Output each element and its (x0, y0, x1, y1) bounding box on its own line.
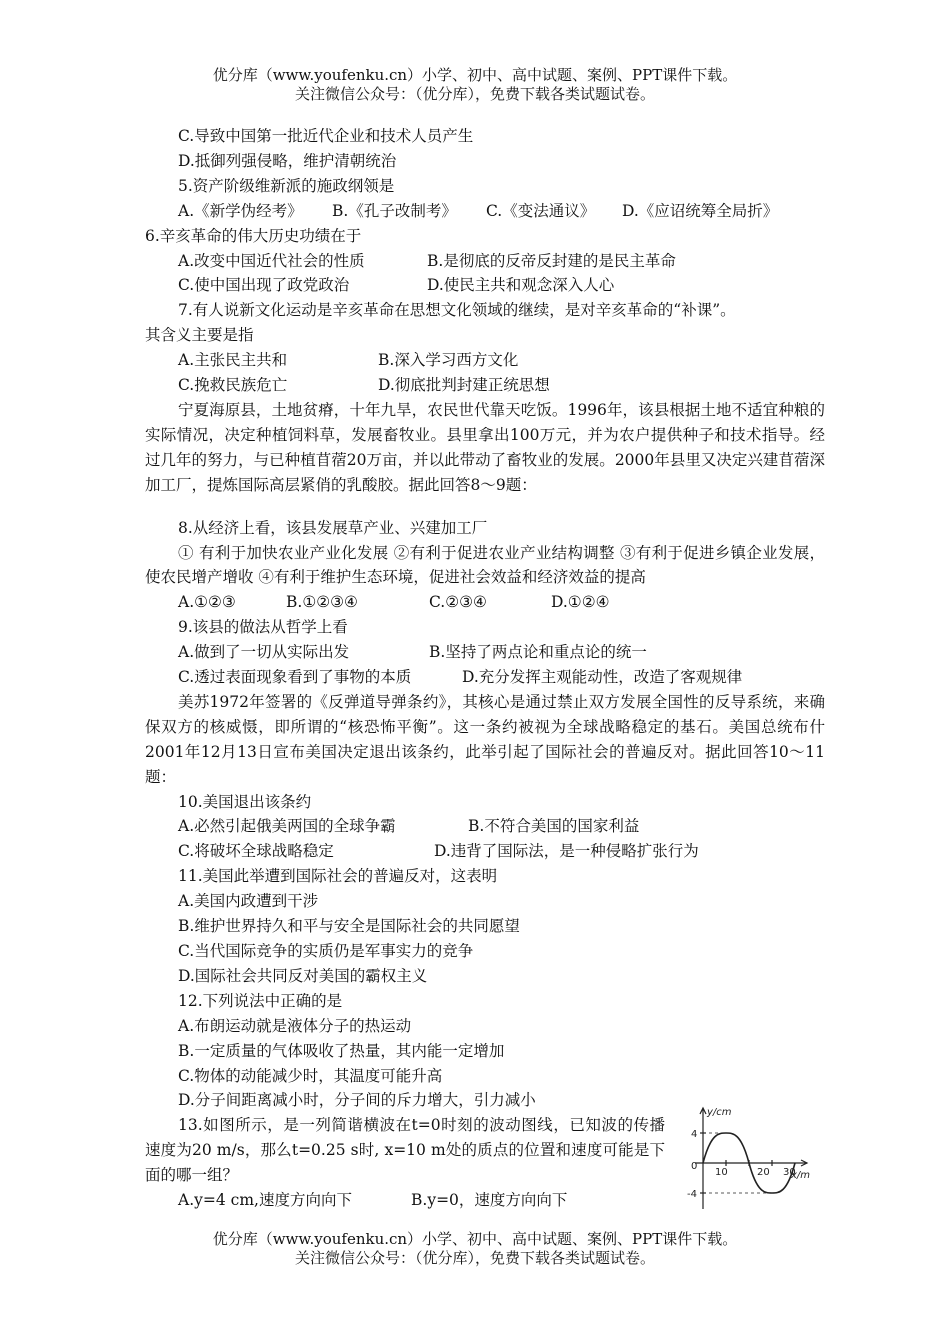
q6-option-c: C.使中国出现了政党政治 (178, 276, 350, 295)
tick-label-neg: -4 (687, 1189, 697, 1200)
q6-stem: 6.辛亥革命的伟大历史功绩在于 (145, 226, 362, 245)
q5-option-b: B.《孔子改制考》 (332, 201, 457, 220)
q7-stem-cont: 其含义主要是指 (145, 326, 254, 345)
q13-option-b: B.y=0，速度方向向下 (411, 1191, 568, 1210)
q11-option-a: A.美国内政遭到干涉 (178, 892, 319, 911)
q7-option-a: A.主张民主共和 (178, 351, 288, 370)
q13-stem: 13.如图所示，是一列简谐横波在t=0时刻的波动图线，已知波的传播速度为20 m/s，那么t=0.25 s时, x=10 m处的质点的位置和速度可能是下面的哪一组？ (145, 1116, 665, 1185)
q7-options-ab (145, 348, 825, 373)
q10-stem: 10.美国退出该条约 (178, 792, 312, 811)
q5-stem: 5.资产阶级维新派的施政纲领是 (178, 176, 395, 195)
q5-option-a: A.《新学伪经考》 (178, 201, 303, 220)
q11-option-c: C.当代国际竞争的实质仍是军事实力的竞争 (178, 942, 474, 960)
q11-option-d: D.国际社会共同反对美国的霸权主义 (178, 966, 428, 985)
q13-option-a: A.y=4 cm,速度方向向下 (178, 1191, 352, 1210)
q6-option-a: A.改变中国近代社会的性质 (178, 251, 365, 270)
q10-option-c: C.将破坏全球战略稳定 (178, 842, 334, 861)
q11-option-b: B.维护世界持久和平与安全是国际社会的共同愿望 (178, 917, 520, 936)
wave-figure (673, 1103, 815, 1215)
q8-option-c: C.②③④ (429, 593, 487, 612)
q12-option-a: A.布朗运动就是液体分子的热运动 (178, 1016, 412, 1035)
q9-option-b: B.坚持了两点论和重点论的统一 (429, 643, 647, 662)
tick-label-pos: 4 (691, 1129, 698, 1140)
q6-options-ab (145, 249, 825, 274)
q12-stem: 12.下列说法中正确的是 (178, 991, 343, 1010)
q5-option-d: D.《应诏统筹全局折》 (622, 201, 779, 220)
q10-option-d: D.违背了国际法，是一种侵略扩张行为 (434, 842, 699, 861)
q12-option-c: C.物体的动能减少时，其温度可能升高 (178, 1066, 443, 1085)
q7-option-d: D.彻底批判封建正统思想 (378, 376, 550, 395)
q6-option-d: D.使民主共和观念深入人心 (427, 276, 615, 295)
q5-options (145, 199, 825, 224)
q8-statements: ① 有利于加快农业产业化发展 ②有利于促进农业产业结构调整 ③有利于促进乡镇企业发展，使农民增产增收 ④有利于维护生态环境，促进社会效益和经济效益的提高 (145, 543, 825, 587)
q10-options-cd (145, 839, 825, 864)
spacer (145, 498, 825, 516)
exam-body (145, 124, 825, 1213)
q5-option-c: C.《变法通议》 (486, 201, 596, 220)
q9-option-a: A.做到了一切从实际出发 (178, 643, 350, 662)
q9-option-c: C.透过表面现象看到了事物的本质 (178, 668, 412, 687)
page-footer-line2: 关注微信公众号：（优分库），免费下载各类试题试卷。 (294, 1249, 655, 1267)
q9-stem: 9.该县的做法从哲学上看 (178, 618, 348, 637)
q7-option-b: B.深入学习西方文化 (378, 351, 519, 370)
tick-label-10: 10 (715, 1167, 728, 1178)
q7-option-c: C.挽救民族危亡 (178, 376, 288, 395)
tick-label-30: 30 (783, 1167, 796, 1178)
y-axis-label: y/cm (707, 1107, 732, 1118)
q10-option-b: B.不符合美国的国家利益 (468, 817, 640, 836)
q10-option-a: A.必然引起俄美两国的全球争霸 (178, 817, 396, 836)
page-footer-line1: 优分库（www.youfenku.cn）小学、初中、高中试题、案例、PPT课件下载。 (212, 1230, 738, 1248)
passage-abm-treaty: 美苏1972年签署的《反弹道导弹条约》，其核心是通过禁止双方发展全国性的反导系统，来确保双方的核威慑，即所谓的“核恐怖平衡”。这一条约被视为全球战略稳定的基石。美国总统布什2001年12月13日宣布美国决定退出该条约，此举引起了国际社会的普遍反对。据此回答10～11题： (145, 692, 825, 786)
q7-options-cd (145, 373, 825, 398)
q10-options-ab (145, 814, 825, 839)
q8-option-b: B.①②③④ (286, 593, 358, 612)
passage-haiyuan: 宁夏海原县，土地贫瘠，十年九旱，农民世代靠天吃饭。1996年，该县根据土地不适宜种粮的实际情况，决定种植饲料草，发展畜牧业。县里拿出100万元，并为农户提供种子和技术指导。经过几年的努力，与已种植苜蓿20万亩，并以此带动了畜牧业的发展。2000年县里又决定兴建苜蓿深加工厂，提炼国际高层紧俏的乳酸胶。据此回答8～9题： (145, 400, 825, 494)
page-header-line1: 优分库（www.youfenku.cn）小学、初中、高中试题、案例、PPT课件下载。 (212, 66, 738, 84)
q11-stem: 11.美国此举遭到国际社会的普遍反对，这表明 (178, 867, 498, 886)
q8-option-d: D.①②④ (551, 593, 610, 612)
q8-stem: 8.从经济上看，该县发展草产业、兴建加工厂 (178, 518, 488, 537)
q12-option-b: B.一定质量的气体吸收了热量，其内能一定增加 (178, 1041, 505, 1060)
page-header-line2: 关注微信公众号：（优分库），免费下载各类试题试卷。 (294, 85, 655, 103)
tick-label-20: 20 (757, 1167, 770, 1178)
q7-stem: 7.有人说新文化运动是辛亥革命在思想文化领域的继续，是对辛亥革命的“补课”。 (178, 301, 736, 320)
q4-option-c: C.导致中国第一批近代企业和技术人员产生 (178, 127, 474, 145)
q9-options-ab (145, 640, 825, 665)
q9-options-cd (145, 665, 825, 690)
q12-option-d: D.分子间距离减小时，分子间的斥力增大，引力减小 (178, 1091, 536, 1110)
q8-option-a: A.①②③ (178, 593, 236, 612)
origin-label: 0 (691, 1161, 698, 1172)
q6-option-b: B.是彻底的反帝反封建的是民主革命 (427, 251, 676, 270)
q9-option-d: D.充分发挥主观能动性，改造了客观规律 (462, 668, 743, 687)
q4-option-d: D.抵御列强侵略，维护清朝统治 (178, 151, 397, 170)
q8-options (145, 590, 825, 615)
q6-options-cd (145, 273, 825, 298)
x-axis-label: x/m (791, 1170, 811, 1181)
